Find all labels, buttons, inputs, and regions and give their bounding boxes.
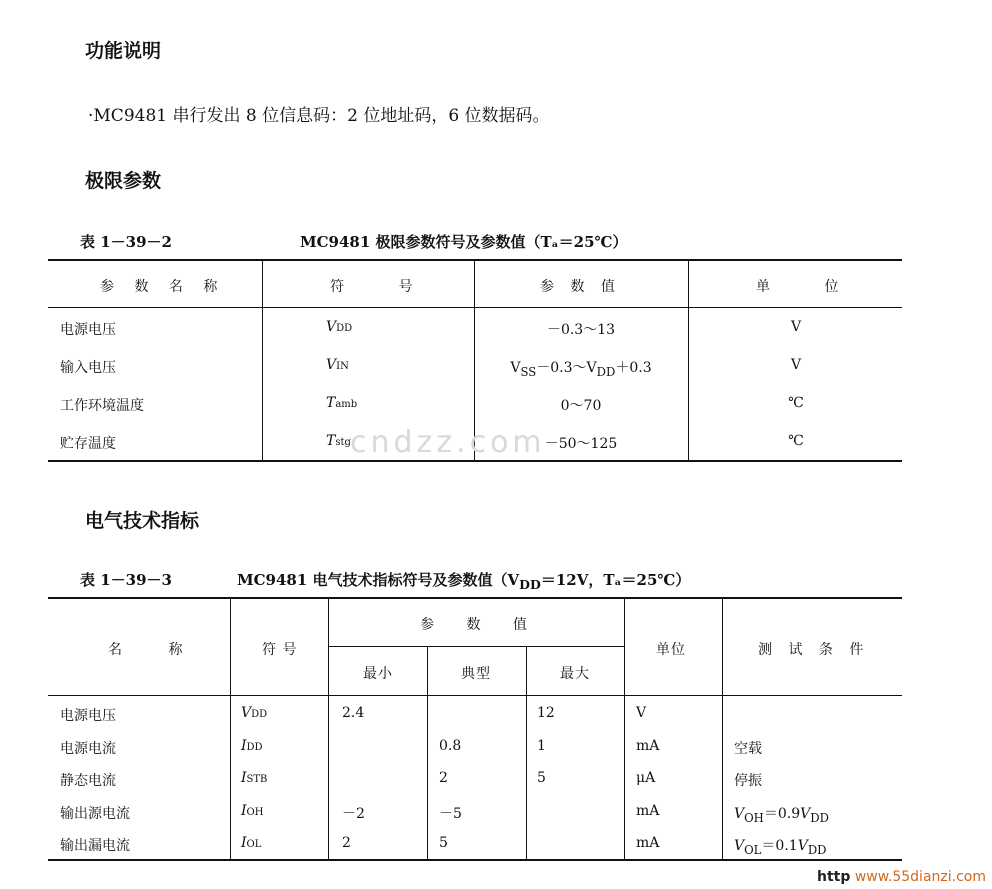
footer-site: www.55dianzi.com xyxy=(854,869,986,885)
table2-row-symbol: IDD xyxy=(241,737,263,754)
table2-header-typ: 典型 xyxy=(461,666,491,682)
table2-row-symbol: IOH xyxy=(241,802,264,819)
table2-row-symbol: VDD xyxy=(241,705,268,721)
table1-row-unit: ℃ xyxy=(788,433,804,449)
table1-caption: MC9481 极限参数符号及参数值（Tₐ＝25℃） xyxy=(300,233,628,251)
table2-row-min: 2 xyxy=(342,835,351,851)
table2-row-typ: 2 xyxy=(439,770,448,786)
table2-row-min: 2.4 xyxy=(342,705,365,721)
table2-number: 表 1－39－3 xyxy=(80,571,172,589)
table1-row-unit: V xyxy=(790,357,802,373)
table1-row-name: 工作环境温度 xyxy=(60,398,144,414)
table2-header-symbol: 符 号 xyxy=(262,642,298,658)
table2-header-max: 最大 xyxy=(560,666,590,682)
table2-row-name: 输出漏电流 xyxy=(60,838,130,854)
table1-row-symbol: VDD xyxy=(326,319,353,335)
table1-row-name: 电源电压 xyxy=(60,322,116,338)
table2-caption: MC9481 电气技术指标符号及参数值（$V_{DD}=12V$，Tₐ＝25℃） xyxy=(237,571,691,592)
table1-header-name: 参 数 名 称 xyxy=(100,279,219,295)
function-heading: 功能说明 xyxy=(85,40,162,62)
table1-header-value: 参 数 值 xyxy=(540,279,616,295)
table1-row-name: 输入电压 xyxy=(60,360,116,376)
table2-header-name: 名 称 xyxy=(108,642,184,658)
table2-row-condition: 停振 xyxy=(734,773,762,789)
table1-row-symbol: Tamb xyxy=(326,395,358,411)
table2-row-max: 5 xyxy=(537,770,546,786)
function-description: ·MC9481 串行发出 8 位信息码：2 位地址码，6 位数据码。 xyxy=(88,106,550,126)
table2-row-name: 电源电压 xyxy=(60,708,116,724)
site-footer[interactable] xyxy=(817,869,986,885)
table2-row-unit: mA xyxy=(636,737,660,754)
table2-row-symbol: IOL xyxy=(241,835,262,851)
table1-header-symbol: 符 号 xyxy=(330,279,414,295)
table1-header-unit: 单 位 xyxy=(756,279,840,295)
table2-header-condition: 测 试 条 件 xyxy=(758,642,865,658)
table2-row-symbol: ISTB xyxy=(241,770,268,786)
limits-heading: 极限参数 xyxy=(85,170,162,192)
table2-row-condition: 空载 xyxy=(734,740,762,757)
table2-row-typ: －5 xyxy=(439,805,462,822)
table1-row-unit: ℃ xyxy=(788,395,804,411)
table2-header-unit: 单位 xyxy=(656,642,686,658)
table2-row-typ: 0.8 xyxy=(439,737,462,754)
table2-row-name: 电源电流 xyxy=(60,740,116,757)
table1-row-symbol: VIN xyxy=(326,357,349,373)
footer-prefix: http xyxy=(817,869,851,885)
table1-row-value: －50～125 xyxy=(544,436,618,452)
table1-number: 表 1－39－2 xyxy=(80,233,172,251)
table2-row-unit: μA xyxy=(636,770,656,786)
table1-row-value: －0.3～13 xyxy=(546,322,616,338)
table2-row-max: 12 xyxy=(537,705,555,721)
table2-row-unit: V xyxy=(636,705,647,721)
table1-row-unit: V xyxy=(790,319,802,335)
table2-row-max: 1 xyxy=(537,737,546,754)
table1-row-value: 0～70 xyxy=(560,398,602,414)
table2-row-name: 输出源电流 xyxy=(60,805,130,822)
electrical-heading: 电气技术指标 xyxy=(85,510,200,532)
table2-row-unit: mA xyxy=(636,802,660,819)
table2-row-name: 静态电流 xyxy=(60,773,116,789)
table2-row-condition: $V_{OL}=0.1V_{DD}$ xyxy=(734,838,827,857)
table2-header-min: 最小 xyxy=(363,666,393,682)
table2-row-typ: 5 xyxy=(439,835,448,851)
table1-row-value: $V_{SS}-0.3\sim V_{DD}+0.3$ xyxy=(510,360,652,379)
table2-row-unit: mA xyxy=(636,835,660,851)
table2-header-params: 参 数 值 xyxy=(420,617,528,633)
table2-row-condition: $V_{OH}=0.9V_{DD}$ xyxy=(734,805,829,825)
table2-row-min: －2 xyxy=(342,805,365,822)
table1-row-name: 贮存温度 xyxy=(60,436,116,452)
watermark: cndzz.com xyxy=(350,425,546,460)
table1-row-symbol: Tstg xyxy=(326,433,351,449)
